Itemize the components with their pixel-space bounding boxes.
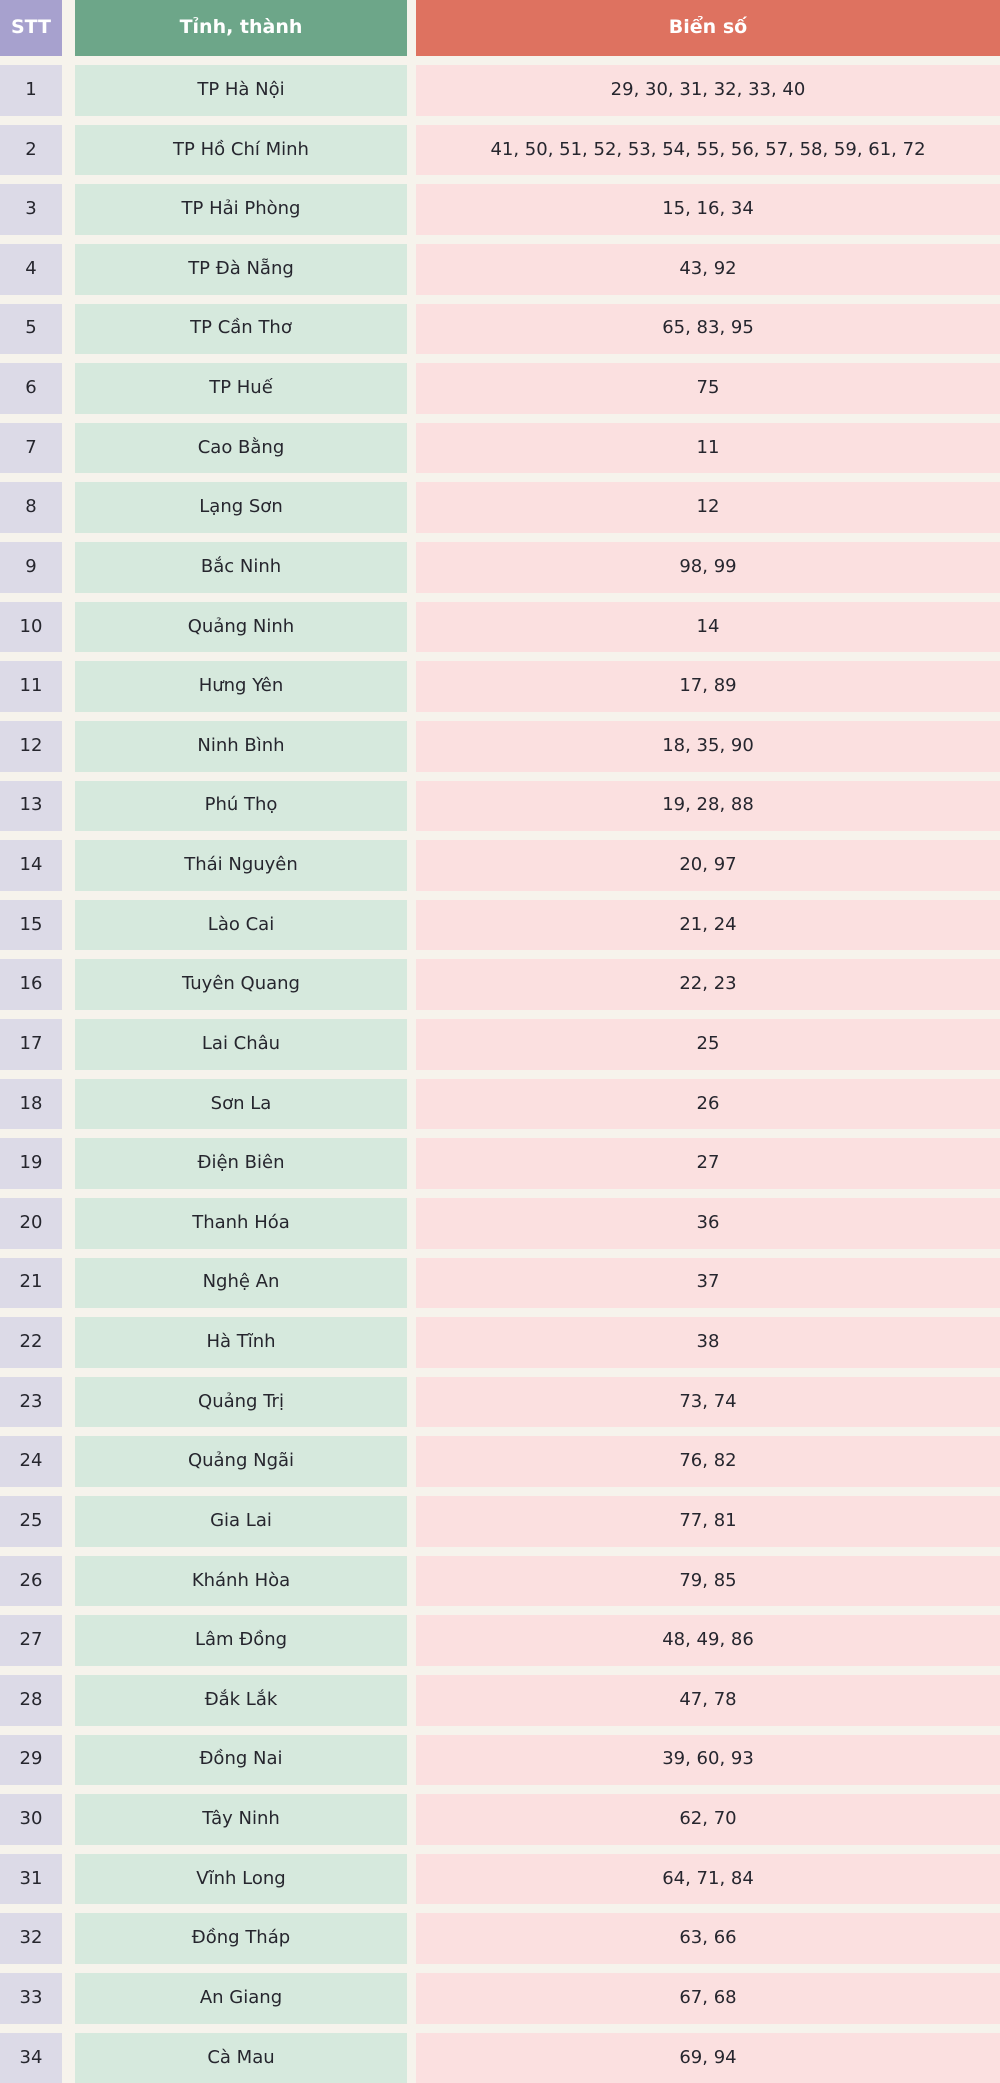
plate-cell: 12 <box>416 482 1000 533</box>
plate-cell: 25 <box>416 1019 1000 1070</box>
table-row <box>0 721 1000 772</box>
province-cell: Ninh Bình <box>75 721 407 772</box>
plate-cell: 14 <box>416 602 1000 653</box>
stt-cell: 23 <box>0 1377 62 1428</box>
plate-cell: 36 <box>416 1198 1000 1249</box>
province-cell: Khánh Hòa <box>75 1556 407 1607</box>
province-cell: Lai Châu <box>75 1019 407 1070</box>
plate-cell: 38 <box>416 1317 1000 1368</box>
province-cell: TP Hà Nội <box>75 65 407 116</box>
table-row <box>0 65 1000 116</box>
stt-cell: 2 <box>0 125 62 176</box>
table-row <box>0 184 1000 235</box>
plate-cell: 69, 94 <box>416 2033 1000 2083</box>
stt-cell: 1 <box>0 65 62 116</box>
province-cell: Tuyên Quang <box>75 959 407 1010</box>
table-row <box>0 1317 1000 1368</box>
stt-cell: 9 <box>0 542 62 593</box>
province-cell: Vĩnh Long <box>75 1854 407 1905</box>
stt-cell: 3 <box>0 184 62 235</box>
table-row <box>0 781 1000 832</box>
province-cell: Quảng Ngãi <box>75 1436 407 1487</box>
province-cell: An Giang <box>75 1973 407 2024</box>
plate-cell: 37 <box>416 1258 1000 1309</box>
plate-cell: 26 <box>416 1079 1000 1130</box>
province-cell: Tây Ninh <box>75 1794 407 1845</box>
header-cell-stt: STT <box>0 0 62 56</box>
stt-cell: 24 <box>0 1436 62 1487</box>
plate-cell: 21, 24 <box>416 900 1000 951</box>
province-cell: Hà Tĩnh <box>75 1317 407 1368</box>
stt-cell: 5 <box>0 304 62 355</box>
table-row <box>0 363 1000 414</box>
province-cell: Lâm Đồng <box>75 1615 407 1666</box>
table-row <box>0 542 1000 593</box>
plate-cell: 75 <box>416 363 1000 414</box>
plate-cell: 19, 28, 88 <box>416 781 1000 832</box>
province-cell: Đắk Lắk <box>75 1675 407 1726</box>
table-row <box>0 1615 1000 1666</box>
table-row <box>0 959 1000 1010</box>
table-row <box>0 1377 1000 1428</box>
table-row <box>0 1079 1000 1130</box>
plate-cell: 65, 83, 95 <box>416 304 1000 355</box>
plate-cell: 22, 23 <box>416 959 1000 1010</box>
plate-cell: 64, 71, 84 <box>416 1854 1000 1905</box>
stt-cell: 29 <box>0 1735 62 1786</box>
province-cell: Nghệ An <box>75 1258 407 1309</box>
plate-cell: 11 <box>416 423 1000 474</box>
province-cell: TP Cần Thơ <box>75 304 407 355</box>
province-cell: Lạng Sơn <box>75 482 407 533</box>
stt-cell: 25 <box>0 1496 62 1547</box>
table-row <box>0 602 1000 653</box>
province-cell: Điện Biên <box>75 1138 407 1189</box>
plate-cell: 73, 74 <box>416 1377 1000 1428</box>
stt-cell: 6 <box>0 363 62 414</box>
province-cell: Đồng Tháp <box>75 1913 407 1964</box>
province-cell: Cà Mau <box>75 2033 407 2083</box>
stt-cell: 12 <box>0 721 62 772</box>
province-cell: Sơn La <box>75 1079 407 1130</box>
table-row <box>0 1675 1000 1726</box>
province-cell: Thanh Hóa <box>75 1198 407 1249</box>
plate-cell: 43, 92 <box>416 244 1000 295</box>
table-row <box>0 1794 1000 1845</box>
plate-cell: 39, 60, 93 <box>416 1735 1000 1786</box>
table-row <box>0 840 1000 891</box>
plate-cell: 67, 68 <box>416 1973 1000 2024</box>
table-row <box>0 423 1000 474</box>
plate-cell: 29, 30, 31, 32, 33, 40 <box>416 65 1000 116</box>
table-row <box>0 1138 1000 1189</box>
table-row <box>0 482 1000 533</box>
table-header-row <box>0 0 1000 56</box>
province-cell: Bắc Ninh <box>75 542 407 593</box>
province-cell: Quảng Ninh <box>75 602 407 653</box>
stt-cell: 33 <box>0 1973 62 2024</box>
table-row <box>0 1258 1000 1309</box>
table-row <box>0 1496 1000 1547</box>
header-cell-province: Tỉnh, thành <box>75 0 407 56</box>
stt-cell: 7 <box>0 423 62 474</box>
stt-cell: 11 <box>0 661 62 712</box>
table-row <box>0 1973 1000 2024</box>
stt-cell: 30 <box>0 1794 62 1845</box>
province-cell: TP Huế <box>75 363 407 414</box>
province-cell: Đồng Nai <box>75 1735 407 1786</box>
table-row <box>0 1735 1000 1786</box>
stt-cell: 27 <box>0 1615 62 1666</box>
table-row <box>0 244 1000 295</box>
stt-cell: 21 <box>0 1258 62 1309</box>
plate-cell: 20, 97 <box>416 840 1000 891</box>
table-row <box>0 1854 1000 1905</box>
plate-cell: 76, 82 <box>416 1436 1000 1487</box>
stt-cell: 16 <box>0 959 62 1010</box>
table-row <box>0 304 1000 355</box>
province-cell: Hưng Yên <box>75 661 407 712</box>
stt-cell: 34 <box>0 2033 62 2083</box>
stt-cell: 20 <box>0 1198 62 1249</box>
stt-cell: 22 <box>0 1317 62 1368</box>
plate-cell: 79, 85 <box>416 1556 1000 1607</box>
province-cell: Phú Thọ <box>75 781 407 832</box>
stt-cell: 28 <box>0 1675 62 1726</box>
stt-cell: 8 <box>0 482 62 533</box>
stt-cell: 26 <box>0 1556 62 1607</box>
plate-cell: 48, 49, 86 <box>416 1615 1000 1666</box>
plate-cell: 98, 99 <box>416 542 1000 593</box>
plate-cell: 47, 78 <box>416 1675 1000 1726</box>
province-cell: TP Đà Nẵng <box>75 244 407 295</box>
stt-cell: 10 <box>0 602 62 653</box>
table-row <box>0 900 1000 951</box>
province-cell: Gia Lai <box>75 1496 407 1547</box>
table-row <box>0 125 1000 176</box>
stt-cell: 14 <box>0 840 62 891</box>
stt-cell: 17 <box>0 1019 62 1070</box>
plate-cell: 41, 50, 51, 52, 53, 54, 55, 56, 57, 58, 59, 61, 72 <box>416 125 1000 176</box>
plate-cell: 77, 81 <box>416 1496 1000 1547</box>
table-row <box>0 1198 1000 1249</box>
plate-cell: 62, 70 <box>416 1794 1000 1845</box>
table-row <box>0 661 1000 712</box>
stt-cell: 13 <box>0 781 62 832</box>
province-cell: Cao Bằng <box>75 423 407 474</box>
plate-cell: 27 <box>416 1138 1000 1189</box>
table-row <box>0 1556 1000 1607</box>
stt-cell: 19 <box>0 1138 62 1189</box>
plate-cell: 15, 16, 34 <box>416 184 1000 235</box>
stt-cell: 15 <box>0 900 62 951</box>
province-cell: Quảng Trị <box>75 1377 407 1428</box>
plate-cell: 18, 35, 90 <box>416 721 1000 772</box>
province-cell: TP Hồ Chí Minh <box>75 125 407 176</box>
stt-cell: 18 <box>0 1079 62 1130</box>
table-row <box>0 1019 1000 1070</box>
province-cell: TP Hải Phòng <box>75 184 407 235</box>
plate-cell: 63, 66 <box>416 1913 1000 1964</box>
province-cell: Thái Nguyên <box>75 840 407 891</box>
stt-cell: 32 <box>0 1913 62 1964</box>
header-cell-plate: Biển số <box>416 0 1000 56</box>
plate-cell: 17, 89 <box>416 661 1000 712</box>
stt-cell: 4 <box>0 244 62 295</box>
table-row <box>0 1436 1000 1487</box>
table-row <box>0 2033 1000 2083</box>
province-cell: Lào Cai <box>75 900 407 951</box>
stt-cell: 31 <box>0 1854 62 1905</box>
table-row <box>0 1913 1000 1964</box>
